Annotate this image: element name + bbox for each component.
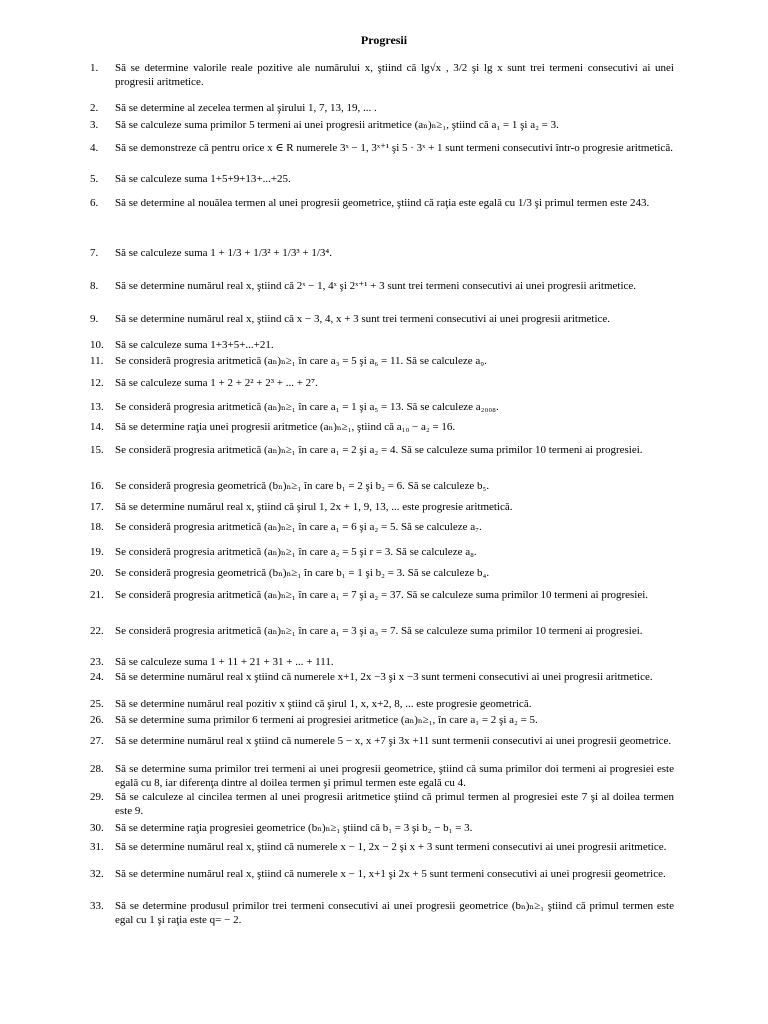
problem-item — [90, 338, 674, 352]
problem-item — [90, 312, 674, 326]
problem-number: 18. — [90, 521, 104, 533]
problem-text: Se consideră progresia aritmetică (aₙ)ₙ≥₁ în care a₁ = 2 şi a₂ = 4. Să se calculeze suma primilor 10 termeni ai progresiei. — [115, 444, 643, 456]
problem-text: Să se determine numărul real x, ştiind că 2ˣ − 1, 4ˣ şi 2ˣ⁺¹ + 3 sunt trei termeni consecutivi ai unei progresii aritmetice. — [115, 280, 637, 292]
problem-text: Se consideră progresia geometrică (bₙ)ₙ≥₁ în care b₁ = 2 şi b₂ = 6. Să se calculeze b₅. — [115, 480, 490, 492]
problem-number: 14. — [90, 421, 104, 433]
problem-number: 7. — [90, 247, 99, 259]
document-title: Progresii — [360, 33, 408, 47]
problem-number: 32. — [90, 868, 104, 880]
problem-text: Să se calculeze suma 1 + 11 + 21 + 31 + ... + 111. — [115, 656, 334, 668]
problem-number: 8. — [90, 280, 99, 292]
problem-text: Să se determine suma primilor trei termeni ai unei progresii geometrice, ştiind că suma primilor doi termeni ai progresiei este egală cu 8, iar diferenţa dintre al doilea termen şi primul termen este egală cu 4. — [115, 763, 674, 789]
problem-text: Se consideră progresia aritmetică (aₙ)ₙ≥₁ în care a₃ = 5 şi a₆ = 11. Să se calculeze a₉. — [115, 355, 487, 367]
problem-item — [90, 713, 674, 727]
problem-text: Să se determine numărul real x, ştiind că x − 3, 4, x + 3 sunt trei termeni consecutivi ai unei progresii aritmetice. — [115, 313, 611, 325]
problem-item — [90, 246, 674, 260]
problem-text: Să se determine numărul real x, ştiind că numerele x − 1, x+1 şi 2x + 5 sunt termeni consecutivi ai unei progresii geometrice. — [115, 868, 666, 880]
problem-text: Să se calculeze suma primilor 5 termeni ai unei progresii aritmetice (aₙ)ₙ≥₁, ştiind că a₁ = 1 şi a₂ = 3. — [115, 119, 559, 131]
problem-text: Să se determine numărul real x ştiind că numerele 5 − x, x +7 şi 3x +11 sunt termenii consecutivi ai unei progresii geometrice. — [115, 735, 672, 747]
problem-text: Să se determine numărul real x, ştiind că şirul 1, 2x + 1, 9, 13, ... este progresie aritmetică. — [115, 501, 513, 513]
problem-number: 30. — [90, 822, 104, 834]
problem-number: 9. — [90, 313, 99, 325]
problem-item — [90, 420, 674, 434]
problem-text: Să se calculeze suma 1+3+5+...+21. — [115, 339, 274, 351]
problem-number: 24. — [90, 671, 104, 683]
problem-text: Să se determine al zecelea termen al şirului 1, 7, 13, 19, ... . — [115, 102, 377, 114]
problem-item — [90, 670, 674, 684]
problem-text: Să se determine numărul real x ştiind că numerele x+1, 2x −3 şi x −3 sunt termeni consecutivi ai unei progresii aritmetice. — [115, 671, 653, 683]
problem-text: Să se determine al nouălea termen al unei progresii geometrice, ştiind că raţia este egală cu 1/3 şi primul termen este 243. — [115, 197, 650, 209]
problem-item — [90, 500, 674, 514]
problem-number: 1. — [90, 62, 99, 74]
problem-item — [90, 400, 674, 414]
problem-item — [90, 566, 674, 580]
problem-number: 15. — [90, 444, 104, 456]
problem-item — [90, 655, 674, 669]
problem-number: 31. — [90, 841, 104, 853]
problem-number: 6. — [90, 197, 99, 209]
problem-item — [90, 101, 674, 115]
problem-item — [90, 172, 674, 186]
problem-text: Se consideră progresia aritmetică (aₙ)ₙ≥₁ în care a₁ = 3 şi a₃ = 7. Să se calculeze suma primilor 10 termeni ai progresiei. — [115, 625, 643, 637]
problem-text: Se consideră progresia aritmetică (aₙ)ₙ≥₁ în care a₁ = 7 şi a₂ = 37. Să se calculeze suma primilor 10 termeni ai progresiei. — [115, 589, 649, 601]
problem-item — [90, 624, 674, 638]
problem-item — [90, 840, 674, 854]
problem-number: 17. — [90, 501, 104, 513]
problem-number: 4. — [90, 142, 99, 154]
problem-item — [90, 821, 674, 835]
problem-number: 28. — [90, 763, 104, 775]
problem-text: Să se determine produsul primilor trei termeni consecutivi ai unei progresii geometrice (bₙ)ₙ≥₁ ştiind că primul termen este egal cu 1 şi raţia este q= − 2. — [115, 900, 674, 926]
problem-item — [90, 697, 674, 711]
problem-number: 27. — [90, 735, 104, 747]
problem-number: 10. — [90, 339, 104, 351]
problem-item — [90, 867, 674, 881]
problem-number: 2. — [90, 102, 99, 114]
problem-item — [90, 899, 674, 927]
problem-item — [90, 376, 674, 390]
problem-item — [90, 279, 674, 293]
problem-number: 5. — [90, 173, 99, 185]
problem-number: 22. — [90, 625, 104, 637]
problem-text: Să se determine numărul real x, ştiind că numerele x − 1, 2x − 2 şi x + 3 sunt termeni consecutivi ai unei progresii aritmetice. — [115, 841, 667, 853]
problem-number: 33. — [90, 900, 104, 912]
problem-item — [90, 118, 674, 132]
problem-text: Să se calculeze suma 1 + 2 + 2² + 2³ + ... + 2⁷. — [115, 377, 318, 389]
problem-item — [90, 790, 674, 818]
problem-item — [90, 61, 674, 89]
problem-item — [90, 479, 674, 493]
problem-number: 11. — [90, 355, 104, 367]
problem-text: Să se determine suma primilor 6 termeni ai progresiei aritmetice (aₙ)ₙ≥₁, în care a₁ = 2 şi a₂ = 5. — [115, 714, 538, 726]
problem-item — [90, 520, 674, 534]
problem-text: Să se determine numărul real pozitiv x ştiind că şirul 1, x, x+2, 8, ... este progresie geometrică. — [115, 698, 532, 710]
problem-text: Să se demonstreze că pentru orice x ∈ R numerele 3ˣ − 1, 3ˣ⁺¹ şi 5 · 3ˣ + 1 sunt termeni consecutivi într-o progresie aritmetică. — [115, 142, 673, 154]
problem-item — [90, 545, 674, 559]
problem-number: 3. — [90, 119, 99, 131]
problem-number: 29. — [90, 791, 104, 803]
problem-text: Se consideră progresia aritmetică (aₙ)ₙ≥₁ în care a₂ = 5 şi r = 3. Să se calculeze a₈. — [115, 546, 477, 558]
problem-item — [90, 588, 674, 602]
problem-number: 12. — [90, 377, 104, 389]
problem-text: Să se calculeze suma 1+5+9+13+...+25. — [115, 173, 291, 185]
problem-item — [90, 443, 674, 457]
problem-number: 25. — [90, 698, 104, 710]
problem-text: Să se determine raţia progresiei geometrice (bₙ)ₙ≥₁ ştiind că b₁ = 3 şi b₂ − b₁ = 3. — [115, 822, 473, 834]
problem-item — [90, 196, 674, 210]
problem-item — [90, 141, 674, 155]
problem-text: Se consideră progresia aritmetică (aₙ)ₙ≥₁ în care a₁ = 1 şi a₅ = 13. Să se calculeze a₂₀₀₈. — [115, 401, 499, 413]
problem-number: 23. — [90, 656, 104, 668]
problem-number: 21. — [90, 589, 104, 601]
problem-text: Să se determine valorile reale pozitive ale numărului x, ştiind că lg√x , 3/2 şi lg x sunt trei termeni consecutivi ai unei progresii aritmetice. — [115, 62, 674, 88]
problem-number: 26. — [90, 714, 104, 726]
problem-number: 13. — [90, 401, 104, 413]
problem-item — [90, 734, 674, 748]
problem-number: 16. — [90, 480, 104, 492]
problem-item — [90, 354, 674, 368]
problem-item — [90, 762, 674, 790]
problem-text: Să se determine raţia unei progresii aritmetice (aₙ)ₙ≥₁, ştiind că a₁₀ − a₂ = 16. — [115, 421, 456, 433]
problem-text: Să se calculeze suma 1 + 1/3 + 1/3² + 1/3³ + 1/3⁴. — [115, 247, 333, 259]
problem-text: Se consideră progresia aritmetică (aₙ)ₙ≥₁ în care a₁ = 6 şi a₂ = 5. Să se calculeze a₇. — [115, 521, 482, 533]
problem-number: 20. — [90, 567, 104, 579]
problem-text: Se consideră progresia geometrică (bₙ)ₙ≥₁ în care b₁ = 1 şi b₂ = 3. Să se calculeze b₄. — [115, 567, 490, 579]
problem-text: Să se calculeze al cincilea termen al unei progresii aritmetice ştiind că primul termen al progresiei este 7 şi al doilea termen este 9. — [115, 791, 674, 817]
problem-number: 19. — [90, 546, 104, 558]
